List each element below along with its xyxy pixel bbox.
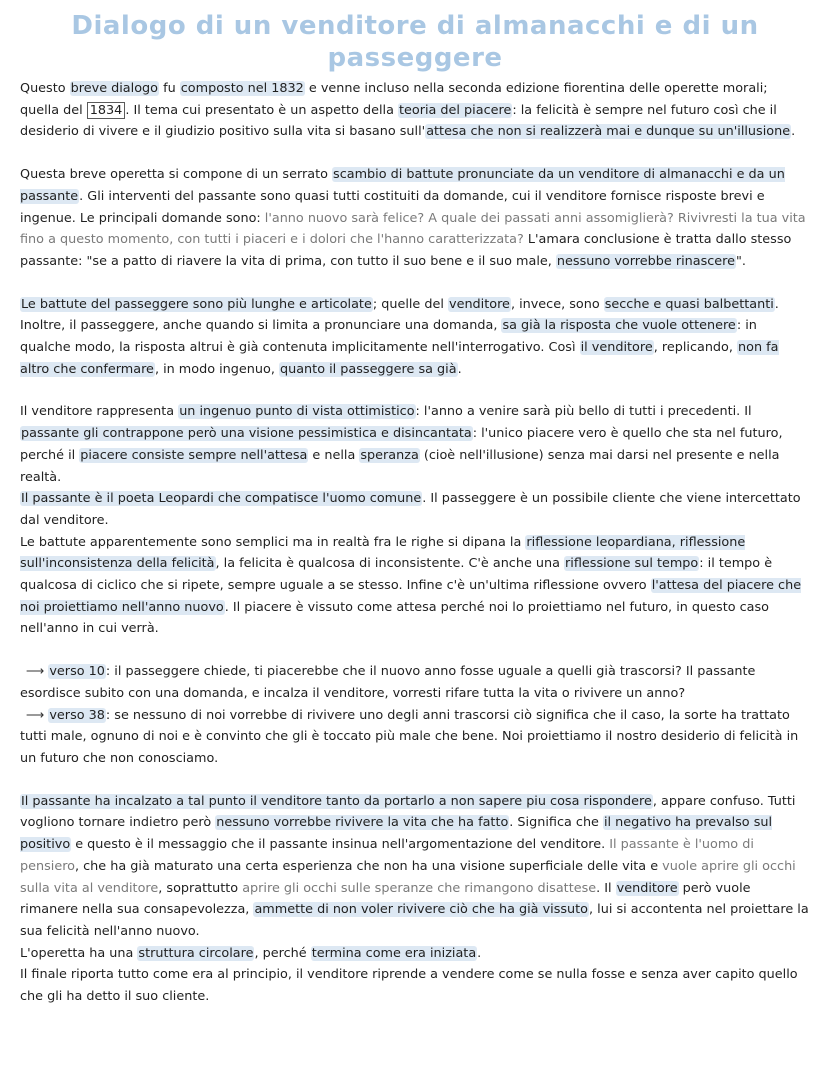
highlight: Il passante è il poeta Leopardi che compatisce l'uomo comune <box>21 491 422 507</box>
text: . Gli interventi del passante sono quasi tutti costituiti da domande, cui il venditore fornisce risposte brevi e ingenue. Le principali domande sono: <box>20 188 765 226</box>
gray-text: Il passante è l'uomo di pensiero <box>20 837 754 874</box>
text: (cioè nell'illusione) senza mai darsi nel presente e nella realtà. <box>20 447 780 485</box>
paragraph-venditore <box>20 401 810 488</box>
highlight: riflessione leopardiana, riflessione sull'inconsistenza della felicità <box>20 534 746 572</box>
page-title: Dialogo di un venditore di almanacchi e di un passeggere <box>71 11 759 73</box>
paragraph-conclusione <box>20 791 810 943</box>
gray-text: vuole aprire gli occhi sulla vita al venditore <box>20 858 796 896</box>
highlight: secche e quasi balbettanti <box>604 296 774 312</box>
highlight: breve dialogo <box>70 81 158 96</box>
text: . Il passeggere è un possibile cliente che viene intercettato dal venditore. <box>20 491 801 528</box>
highlight: l'attesa del piacere che noi proiettiamo nell'anno nuovo <box>20 578 802 615</box>
spacer <box>20 143 810 164</box>
highlight: teoria del piacere <box>398 102 512 118</box>
text: , lui si accontenta nel proiettare la sua felicità nell'anno nuovo. <box>20 902 809 939</box>
paragraph-finale <box>20 964 810 1007</box>
paragraph-intro <box>20 78 810 143</box>
verse-label: verso 10 <box>49 664 105 680</box>
paragraph-structure <box>20 164 810 273</box>
highlight: riflessione sul tempo <box>565 556 699 572</box>
verse-38-note <box>20 705 810 770</box>
highlight: nessuno vorrebbe rinascere <box>556 253 736 269</box>
text: fu <box>159 81 180 96</box>
highlight: speranza <box>360 447 419 463</box>
text: : il passeggere chiede, ti piacerebbe che il nuovo anno fosse uguale a quelli già trascorsi? Il passante esordisce subito con una domanda, e incalza il venditore, vorresti rifare tutta la vita o rivivere un anno? <box>20 664 756 701</box>
text: Il finale riporta tutto come era al principio, il venditore riprende a vendere come se nulla fosse e senza aver capito quello che gli ha detto il suo cliente. <box>20 967 798 1005</box>
highlight: il negativo ha prevalso sul positivo <box>20 815 773 853</box>
paragraph-battute <box>20 294 810 381</box>
highlight: termina come era iniziata <box>311 945 477 961</box>
highlight: passante gli contrappone però una visione pessimistica e disincantata <box>21 426 472 442</box>
text: e venne incluso nella seconda edizione fiorentina delle operette morali; quella del <box>20 81 768 118</box>
paragraph-struttura <box>20 943 810 965</box>
text: , la felicita è qualcosa di inconsistente. C'è anche una <box>215 556 565 572</box>
highlight: composto nel 1832 <box>180 81 304 96</box>
highlight: venditore <box>616 880 678 896</box>
highlight: Le battute del passeggere sono più lunghe e articolate <box>21 296 372 312</box>
text: . Inoltre, il passeggere, anche quando si limita a pronunciare una domanda, <box>20 296 779 334</box>
text: : la felicità è sempre nel futuro così che il desiderio di vivere e il giudizio positivo sulla vita si basano sull' <box>20 102 777 140</box>
highlight: struttura circolare <box>138 945 254 961</box>
text: Le battute apparentemente sono semplici ma in realtà fra le righe si dipana la <box>20 534 526 550</box>
highlight: piacere consiste sempre nell'attesa <box>80 447 308 463</box>
verse-10-note <box>20 661 810 704</box>
boxed-year: 1834 <box>87 102 126 119</box>
highlight: ammette di non voler rivivere ciò che ha già vissuto <box>254 902 589 918</box>
notes-body <box>20 78 810 1008</box>
text: ". <box>736 253 747 269</box>
paragraph-riflessione <box>20 532 810 641</box>
spacer <box>20 640 810 661</box>
text: , appare confuso. Tutti vogliono tornare indietro però <box>20 793 796 831</box>
highlight: attesa che non si realizzerà mai e dunque su un'illusione <box>426 124 791 140</box>
spacer <box>20 273 810 294</box>
text: : l'unico piacere vero è quello che sta nel futuro, perché il <box>20 426 783 463</box>
text: , replicando, <box>653 340 738 356</box>
highlight: quanto il passeggere sa già <box>279 361 457 377</box>
text: , in modo ingenuo, <box>154 361 279 377</box>
text: ; quelle del <box>372 296 448 312</box>
text: : il tempo è qualcosa di ciclico che si ripete, sempre uguale a se stesso. Infine c'è un'ultima riflessione ovvero <box>20 556 773 594</box>
text: L'amara conclusione è tratta dallo stesso passante: "se a patto di riavere la vita di prima, con tutto il suo bene e il suo male, <box>20 232 792 269</box>
highlight: Il passante ha incalzato a tal punto il venditore tanto da portarlo a non sapere piu cosa rispondere <box>21 793 652 809</box>
text: . Il tema cui presentato è un aspetto della <box>125 102 398 118</box>
highlight: nessuno vorrebbe rivivere la vita che ha fatto <box>216 815 509 831</box>
arrow-right-icon: ⟶ <box>26 707 45 723</box>
arrow-right-icon: ⟶ <box>26 664 45 680</box>
questions-gray: l'anno nuovo sarà felice? A quale dei passati anni assomiglierà? Rivivresti la tua vita fino a questo momento, con tutti i piaceri e i dolori che l'hanno caratterizzata? <box>20 210 806 248</box>
text: . <box>791 124 796 140</box>
spacer <box>20 380 810 401</box>
text: Il venditore rappresenta <box>20 404 179 420</box>
text: : se nessuno di noi vorrebbe di rivivere uno degli anni trascorsi ciò significa che il caso, la sorte ha trattato tutti male, ognuno di noi e è convinto che gli è toccato più male che bene. Noi proiettiamo il nostro desiderio di felicità in un futuro che non conosciamo. <box>20 707 799 766</box>
text: e nella <box>308 447 360 463</box>
highlight: sa già la risposta che vuole ottenere <box>502 318 736 334</box>
highlight: venditore <box>449 296 510 312</box>
text: . <box>457 361 462 377</box>
highlight: il venditore <box>580 340 653 356</box>
text: , perché <box>254 945 311 961</box>
text: : in qualche modo, la risposta altrui è già contenuta implicitamente nell'interrogativo. Così <box>20 318 757 356</box>
text: . Il <box>596 880 616 896</box>
text: Questo <box>20 81 70 96</box>
text: , invece, sono <box>510 296 604 312</box>
text: Questa breve operetta si compone di un serrato <box>20 167 333 183</box>
highlight: scambio di battute pronunciate da un venditore di almanacchi e da un passante <box>20 167 785 204</box>
text: L'operetta ha una <box>20 945 138 961</box>
text: però vuole rimanere nella sua consapevolezza, <box>20 880 751 918</box>
gray-text: aprire gli occhi sulle speranze che rimangono disattese <box>242 880 597 896</box>
highlight: non fa altro che confermare <box>20 340 779 377</box>
text: , soprattutto <box>158 880 243 896</box>
paragraph-passante <box>20 488 810 531</box>
text: : l'anno a venire sarà più bello di tutti i precedenti. Il <box>415 404 752 420</box>
spacer <box>20 770 810 791</box>
text: . <box>477 945 482 961</box>
text: . Significa che <box>509 815 603 831</box>
verse-label: verso 38 <box>49 707 105 723</box>
text: , che ha già maturato una certa esperienza che non ha una visione superficiale delle vita e <box>75 858 663 874</box>
text: . Il piacere è vissuto come attesa perché noi lo proiettiamo nel futuro, in questo caso nell'anno in cui verrà. <box>20 599 769 637</box>
highlight: un ingenuo punto di vista ottimistico <box>179 404 415 420</box>
text: e questo è il messaggio che il passante insinua nell'argomentazione del venditore. <box>71 837 610 853</box>
